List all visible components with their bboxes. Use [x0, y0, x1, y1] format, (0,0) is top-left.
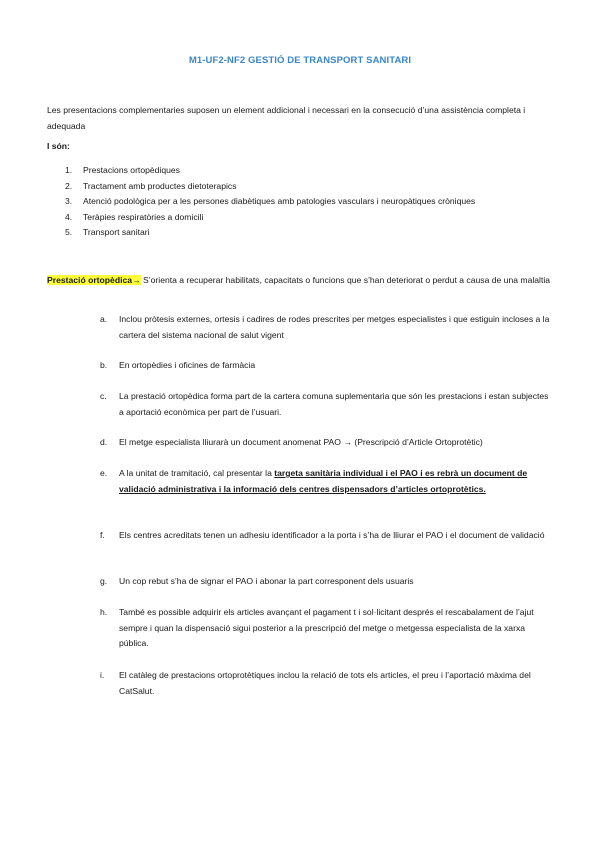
list-item	[65, 163, 475, 179]
list-letter: a.	[100, 314, 108, 324]
list-item-text: Prestacions ortopèdiques	[83, 165, 180, 175]
list-item-text: El metge especialista lliurarà un document anomenat PAO → (Prescripció d’Article Ortoprotètic)	[119, 437, 483, 447]
list-item	[100, 312, 552, 343]
list-letter: i.	[100, 670, 105, 680]
intro-paragraph: Les presentacions complementaries suposen un element addicional i necessari en la consecució d’una assistència completa i adequada	[47, 105, 526, 131]
list-letter: f.	[100, 530, 105, 540]
list-number: 1.	[65, 165, 73, 175]
list-item-text: Atenció podològica per a les persones diabètiques amb patologies vasculars i neuropàtiques cròniques	[83, 196, 476, 206]
list-number: 4.	[65, 211, 73, 222]
document-title: M1-UF2-NF2 GESTIÓ DE TRANSPORT SANITARI	[188, 55, 412, 66]
list-item	[65, 225, 475, 241]
list-item-text: Tractament amb productes dietoterapics	[83, 180, 237, 191]
list-item-text: La prestació ortopèdica forma part de la cartera comuna suplementaria que són les prestacions i estan subjectes a aportació econòmica per part de l’usuari.	[119, 391, 549, 417]
list-number: 2.	[65, 180, 73, 191]
list-item	[100, 605, 552, 652]
list-item-text: Inclou pròtesis externes, ortesis i cadires de rodes prescrites per metges especialistes i que estiguin incloses a la cartera del sistema nacional de salut vigent	[119, 314, 550, 340]
list-item-text: Teràpies respiratòries a domicili	[83, 211, 204, 222]
list-item-text-plain: A la unitat de tramitació, cal presentar la	[119, 468, 275, 478]
list-letter: e.	[100, 468, 108, 478]
list-item	[100, 435, 552, 451]
list-item	[100, 574, 552, 590]
list-letter: g.	[100, 576, 108, 586]
highlighted-term-text: Prestació ortopèdica	[47, 275, 133, 285]
list-item-text: El catàleg de prestacions ortoprotètiques inclou la relació de tots els articles, el preu i l’aportació màxima del CatSalut.	[119, 670, 531, 696]
ison-label: I són:	[47, 141, 70, 151]
underlined-text: targeta sanitària individual i el PAO i es rebrà un document de validació administrativa i la informació dels centres dispensadors d’articles ortoprotètics.	[119, 468, 528, 494]
list-item	[100, 389, 552, 420]
list-item	[100, 668, 552, 699]
list-letter: c.	[100, 391, 107, 401]
prestacio-paragraph	[47, 272, 552, 289]
numbered-list	[65, 163, 475, 241]
highlighted-term	[47, 275, 141, 285]
list-item-text	[119, 466, 552, 497]
list-letter: b.	[100, 360, 108, 370]
list-letter: h.	[100, 607, 108, 617]
list-item-text: En ortopèdies i oficines de farmàcia	[119, 360, 256, 370]
list-item	[65, 194, 475, 210]
list-item	[100, 466, 552, 497]
list-item-text: Un cop rebut s’ha de signar el PAO i abonar la part corresponent dels usuaris	[119, 576, 414, 586]
list-item-text: També es possible adquirir els articles avançant el pagament t i sol·licitant després el rescabalament de l’ajut sempre i quan la dispensació sigui posterior a la prescripció del metge o metgessa especialista de la xarxa pública.	[119, 607, 534, 648]
arrow-icon: →	[132, 275, 141, 285]
list-number: 3.	[65, 196, 73, 206]
list-item-text: Transport sanitari	[83, 227, 150, 237]
list-item	[100, 528, 552, 544]
list-letter: d.	[100, 437, 108, 447]
list-item-text: Els centres acreditats tenen un adhesiu identificador a la porta i s’ha de lliurar el PAO i el document de validació	[119, 530, 545, 540]
list-item	[100, 358, 552, 374]
list-number: 5.	[65, 227, 73, 237]
list-item	[65, 210, 475, 226]
prestacio-text: S’orienta a recuperar habilitats, capacitats o funcions que s’han deteriorat o perdut a causa de una malaltia	[140, 275, 551, 285]
list-item	[65, 179, 475, 195]
